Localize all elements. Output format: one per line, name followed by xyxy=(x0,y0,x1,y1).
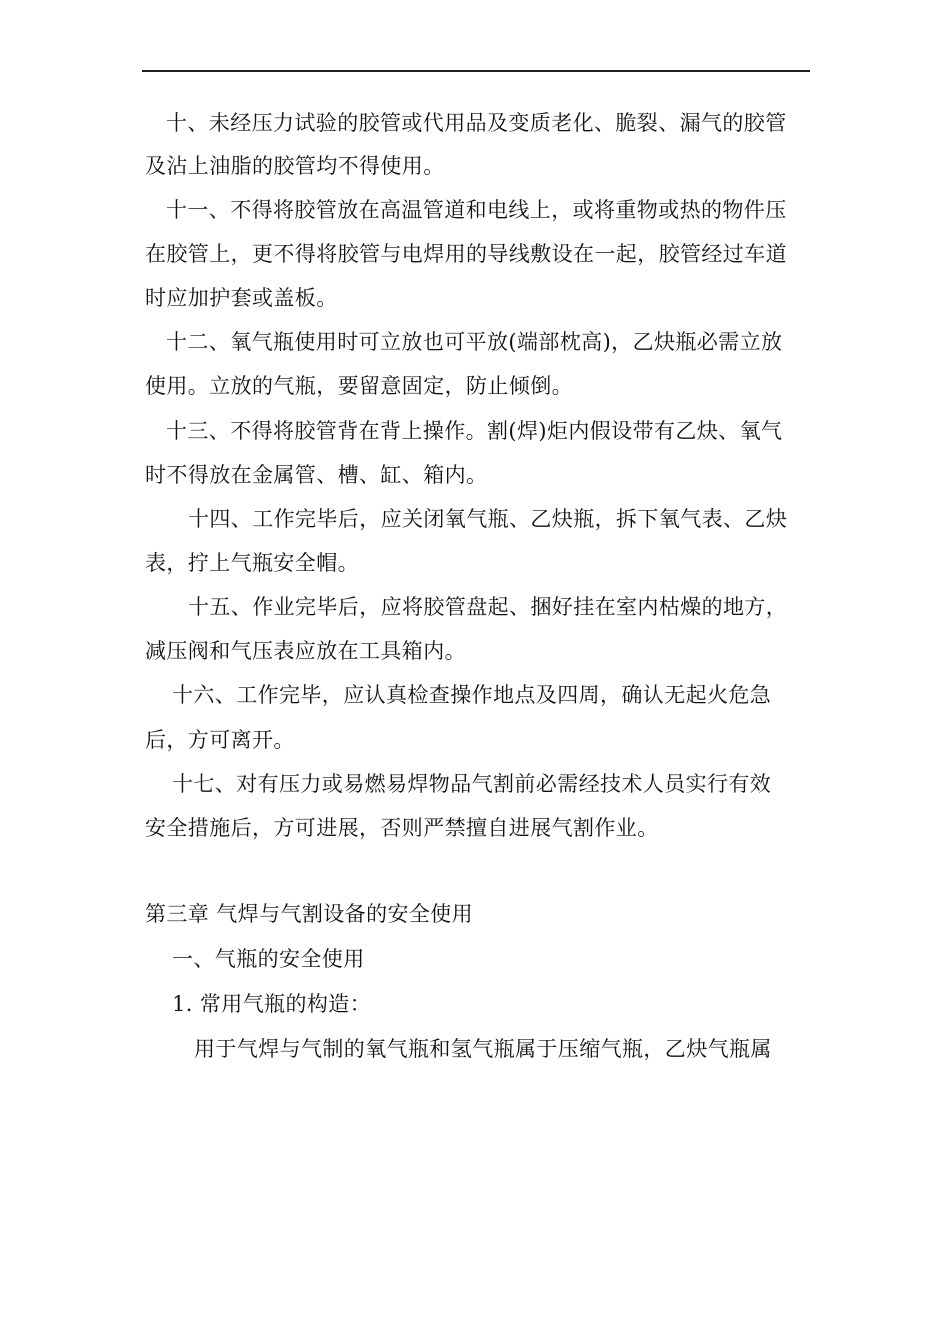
paragraph-line: 时应加护套或盖板。 xyxy=(145,286,338,310)
paragraph-line: 十七、对有压力或易燃易焊物品气割前必需经技术人员实行有效 xyxy=(172,772,772,796)
paragraph-line: 十四、工作完毕后，应关闭氧气瓶、乙炔瓶，拆下氧气表、乙炔 xyxy=(188,507,788,531)
header-rule xyxy=(142,70,810,72)
paragraph-line: 十五、作业完毕后，应将胶管盘起、捆好挂在室内枯燥的地方， xyxy=(188,595,788,619)
paragraph-line: 十、未经压力试验的胶管或代用品及变质老化、脆裂、漏气的胶管 xyxy=(166,111,787,135)
paragraph-line: 减压阀和气压表应放在工具箱内。 xyxy=(145,639,466,663)
body-line: 用于气焊与气制的氧气瓶和氢气瓶属于压缩气瓶，乙炔气瓶属 xyxy=(194,1037,772,1061)
paragraph-line: 使用。立放的气瓶，要留意固定，防止倾倒。 xyxy=(145,374,573,398)
paragraph-line: 十六、工作完毕，应认真检查操作地点及四周，确认无起火危急 xyxy=(172,683,772,707)
paragraph-line: 表，拧上气瓶安全帽。 xyxy=(145,551,359,575)
section-heading: 一、气瓶的安全使用 xyxy=(172,947,365,971)
paragraph-line: 后，方可离开。 xyxy=(145,728,295,752)
paragraph-line: 及沾上油脂的胶管均不得使用。 xyxy=(145,154,445,178)
chapter-heading: 第三章 气焊与气割设备的安全使用 xyxy=(145,902,474,926)
subsection-heading: 1. 常用气瓶的构造： xyxy=(172,992,372,1016)
paragraph-line: 十二、氧气瓶使用时可立放也可平放(端部枕高)，乙炔瓶必需立放 xyxy=(166,330,783,354)
paragraph-line: 在胶管上，更不得将胶管与电焊用的导线敷设在一起，胶管经过车道 xyxy=(145,242,787,266)
paragraph-line: 时不得放在金属管、槽、缸、箱内。 xyxy=(145,463,488,487)
paragraph-line: 安全措施后，方可进展，否则严禁擅自进展气割作业。 xyxy=(145,816,659,840)
paragraph-line: 十三、不得将胶管背在背上操作。割(焊)炬内假设带有乙炔、氧气 xyxy=(166,419,783,443)
paragraph-line: 十一、不得将胶管放在高温管道和电线上，或将重物或热的物件压 xyxy=(166,198,787,222)
